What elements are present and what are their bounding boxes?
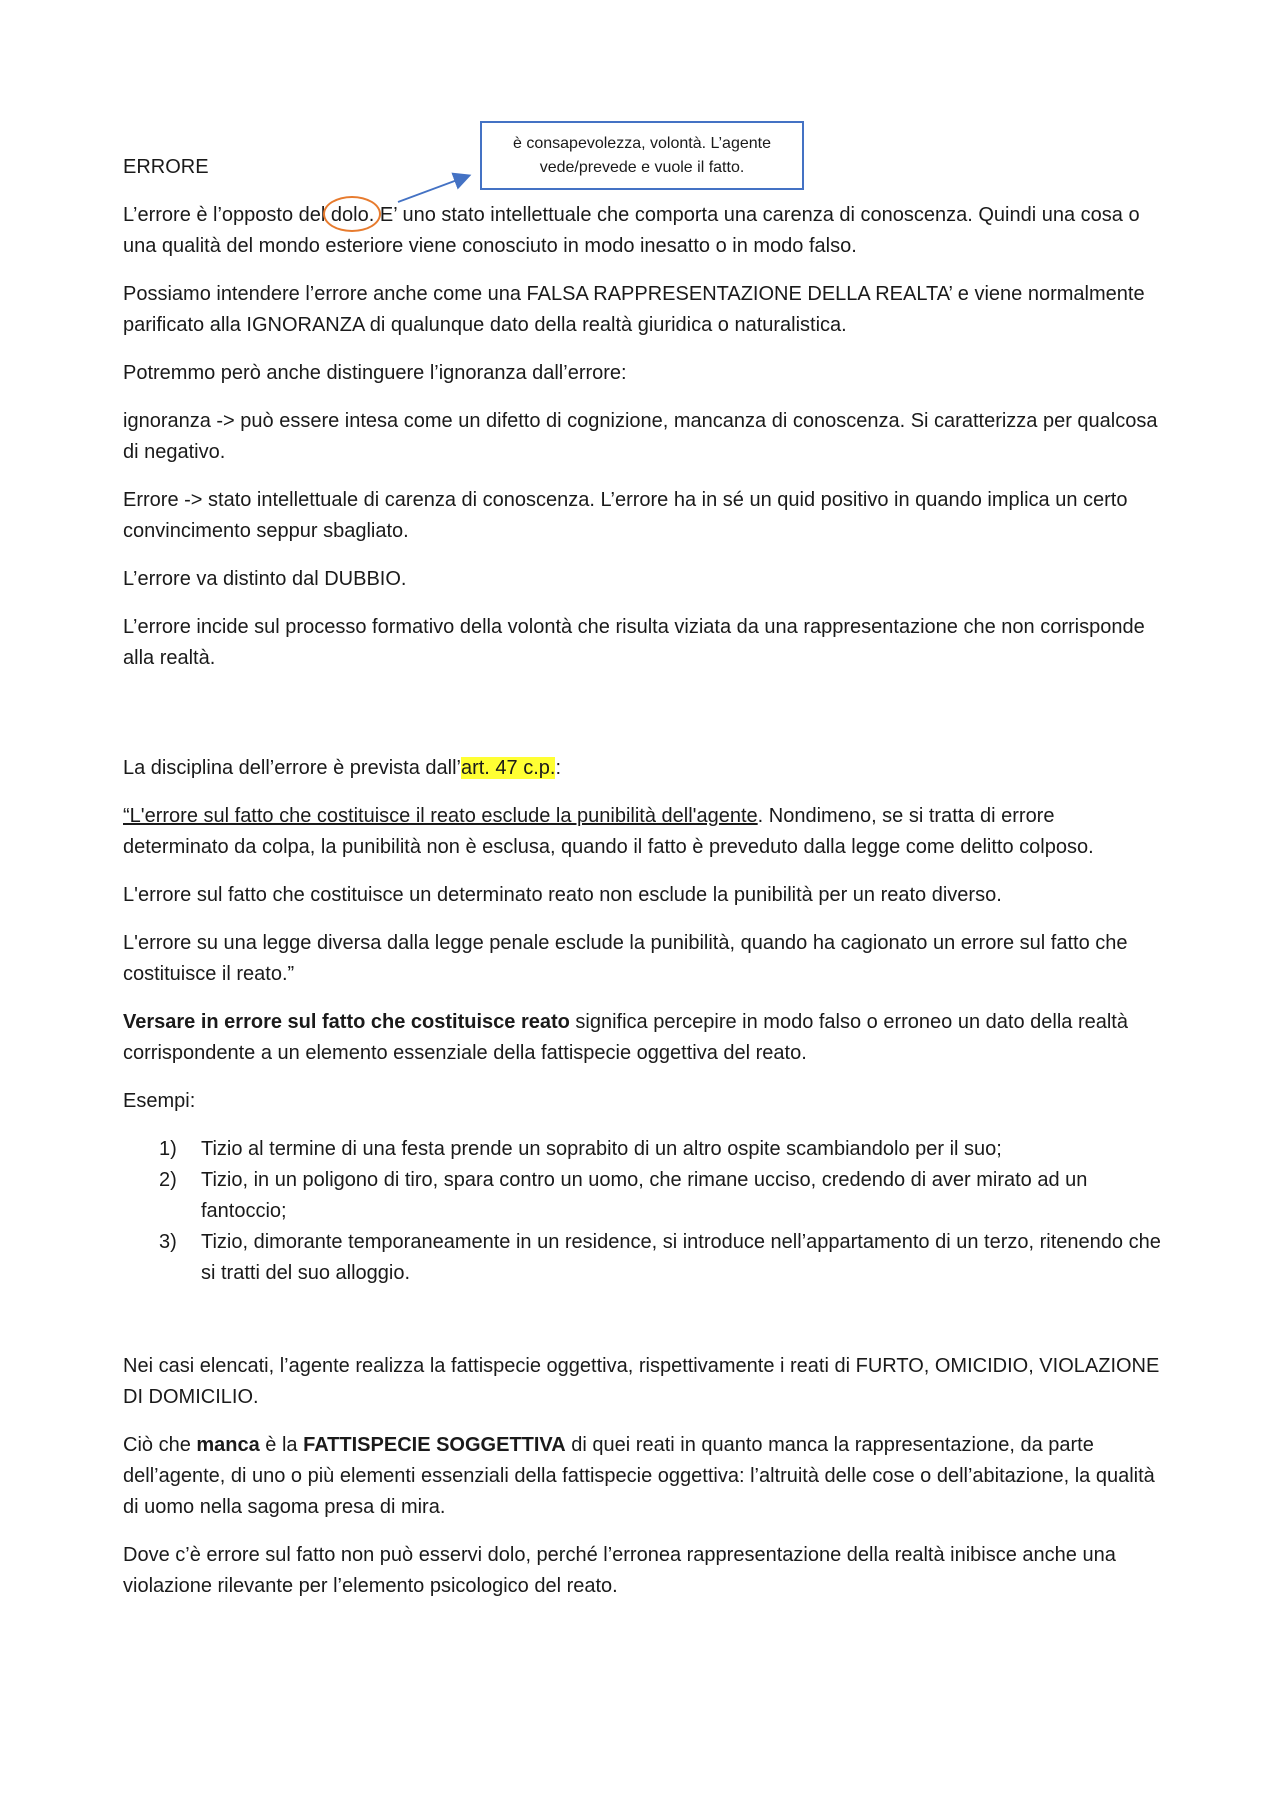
underlined-quote: “L'errore sul fatto che costituisce il reato esclude la punibilità dell'agente	[123, 805, 758, 827]
paragraph-distinzione: Potremmo però anche distinguere l’ignoranza dall’errore:	[123, 362, 627, 384]
paragraph-definition: L’errore è l’opposto del dolo. E’ uno stato intellettuale che comporta una carenza di conoscenza. Quindi una cosa o una qualità del mondo esteriore viene conosciuto in modo inesatto o in modo falso.	[123, 200, 1163, 262]
highlighted-article: art. 47 c.p.	[460, 757, 556, 779]
examples-list	[123, 1134, 1163, 1289]
list-item: 1) Tizio al termine di una festa prende un soprabito di un altro ospite scambiandolo per il suo;	[159, 1138, 1002, 1160]
paragraph-errore: Errore -> stato intellettuale di carenza di conoscenza. L’errore ha in sé un quid positivo in quando implica un certo convincimento seppur sbagliato.	[123, 489, 1128, 542]
callout-line-1: è consapevolezza, volontà. L’agente	[513, 135, 771, 152]
paragraph-conclusione: Dove c’è errore sul fatto non può esservi dolo, perché l’erronea rappresentazione della realtà inibisce anche una violazione rilevante per l’elemento psicologico del reato.	[123, 1544, 1116, 1597]
paragraph-quote-2: L'errore sul fatto che costituisce un determinato reato non esclude la punibilità per un reato diverso.	[123, 884, 1002, 906]
paragraph-quote-1: “L'errore sul fatto che costituisce il reato esclude la punibilità dell'agente. Nondimeno, se si tratta di errore determinato da colpa, la punibilità non è esclusa, quando il fatto è preveduto dalla legge come delitto colposo.	[123, 805, 1094, 858]
callout-line-2: vede/prevede e vuole il fatto.	[539, 159, 745, 176]
list-item: 3) Tizio, dimorante temporaneamente in un residence, si introduce nell’appartamento di un terzo, ritenendo che si tratti del suo alloggio.	[159, 1231, 1161, 1284]
paragraph-dubbio: L’errore va distinto dal DUBBIO.	[123, 568, 407, 590]
dolo-word: dolo.	[331, 200, 374, 231]
document-body	[123, 152, 1163, 1619]
paragraph-disciplina: La disciplina dell’errore è prevista dall’art. 47 c.p.:	[123, 757, 562, 779]
paragraph-ignoranza: ignoranza -> può essere intesa come un difetto di cognizione, mancanza di conoscenza. Si caratterizza per qualcosa di negativo.	[123, 410, 1158, 463]
list-item: 2) Tizio, in un poligono di tiro, spara contro un uomo, che rimane ucciso, credendo di aver mirato ad un fantoccio;	[159, 1169, 1088, 1222]
document-title: ERRORE	[123, 156, 209, 178]
examples-heading: Esempi:	[123, 1090, 196, 1112]
paragraph-casi-elencati: Nei casi elencati, l’agente realizza la fattispecie oggettiva, rispettivamente i reati di FURTO, OMICIDIO, VIOLAZIONE DI DOMICILIO.	[123, 1355, 1160, 1408]
bold-phrase: Versare in errore sul fatto che costituisce reato	[123, 1011, 570, 1033]
paragraph-falsa-rappresentazione: Possiamo intendere l’errore anche come una FALSA RAPPRESENTAZIONE DELLA REALTA’ e viene normalmente parificato alla IGNORANZA di qualunque dato della realtà giuridica o naturalistica.	[123, 283, 1145, 336]
paragraph-processo-formativo: L’errore incide sul processo formativo della volontà che risulta viziata da una rappresentazione che non corrisponde alla realtà.	[123, 616, 1145, 669]
paragraph-fattispecie-soggettiva: Ciò che manca è la FATTISPECIE SOGGETTIVA di quei reati in quanto manca la rappresentazione, da parte dell’agente, di uno o più elementi essenziali della fattispecie oggettiva: l’altruità delle cose o dell’abitazione, la qualità di uomo nella sagoma presa di mira.	[123, 1434, 1155, 1518]
paragraph-versare-in-errore: Versare in errore sul fatto che costituisce reato significa percepire in modo falso o erroneo un dato della realtà corrispondente a un elemento essenziale della fattispecie oggettiva del reato.	[123, 1011, 1128, 1064]
paragraph-quote-3: L'errore su una legge diversa dalla legge penale esclude la punibilità, quando ha cagionato un errore sul fatto che costituisce il reato.”	[123, 932, 1128, 985]
dolo-circle-annotation	[323, 196, 381, 232]
